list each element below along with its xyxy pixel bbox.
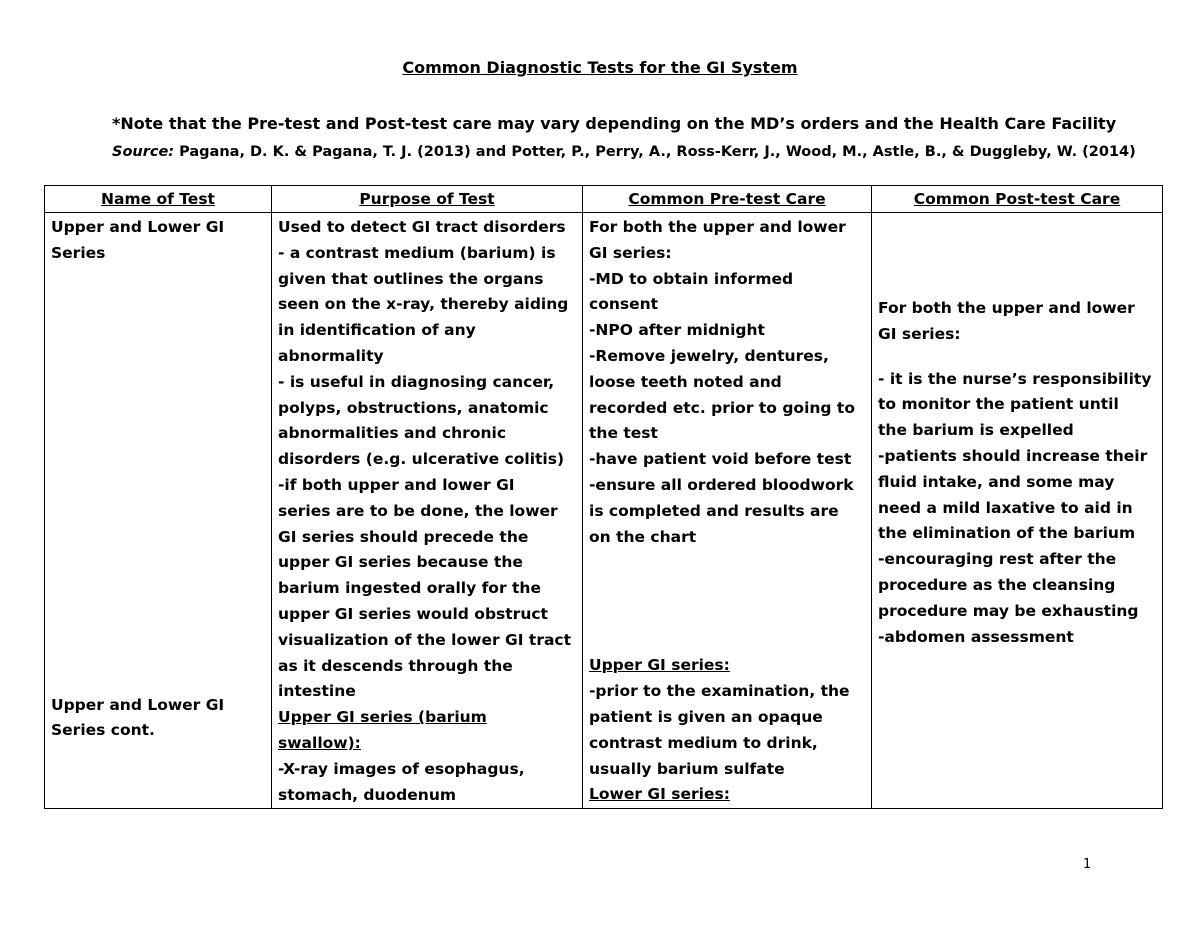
purpose-line: in identification of any [278,321,476,340]
posttest-line: -encouraging rest after the [878,550,1117,569]
posttest-line: fluid intake, and some may [878,472,1115,491]
upper-gi-pretest-line: -prior to the examination, the [589,682,850,701]
upper-gi-line: stomach, duodenum [278,785,457,804]
source-citation [112,144,1136,160]
posttest-line: procedure as the cleansing [878,575,1116,594]
purpose-line: Used to detect GI tract disorders [278,218,566,236]
posttest-line: the elimination of the barium [878,524,1136,543]
purpose-line: upper GI series because the [278,553,523,572]
source-text: Pagana, D. K. & Pagana, T. J. (2013) and Potter, P., Perry, A., Ross-Kerr, J., Wood, M., Astle, B., & Duggleby, W. (2014) [174,144,1136,160]
posttest-intro-line: GI series: [878,324,961,343]
pretest-line: on the chart [589,527,697,546]
upper-gi-heading-line: Upper GI series (barium [278,708,487,727]
pretest-line: GI series: [589,243,672,262]
page-number: 1 [1083,857,1092,872]
cell-name-of-test [45,213,272,809]
pretest-line: consent [589,295,659,314]
posttest-line: need a mild laxative to aid in [878,498,1133,517]
posttest-line: -patients should increase their [878,446,1148,465]
posttest-line: - it is the nurse’s responsibility [878,369,1152,388]
purpose-line: intestine [278,682,356,701]
purpose-line: - is useful in diagnosing cancer, [278,372,555,391]
purpose-line: polyps, obstructions, anatomic [278,398,549,417]
upper-gi-series-heading: Upper GI series: [589,656,730,675]
test-name-line: Upper and Lower GI [51,218,225,236]
pretest-line: -Remove jewelry, dentures, [589,346,829,365]
posttest-line: -abdomen assessment [878,627,1074,646]
diagnostic-tests-table [44,185,1163,809]
pretest-line: -have patient void before test [589,450,852,469]
care-variation-note: *Note that the Pre-test and Post-test care may vary depending on the MD’s orders and the Health Care Facility [112,114,1117,133]
header-name-of-test: Name of Test [45,186,272,213]
test-name-cont-line: Series cont. [51,721,155,740]
upper-gi-heading-line: swallow): [278,733,361,752]
pretest-line: recorded etc. prior to going to [589,398,855,417]
purpose-line: abnormality [278,346,384,365]
header-pre-test-care: Common Pre-test Care [583,186,872,213]
purpose-line: barium ingested orally for the [278,579,541,598]
table-header-row [45,186,1163,213]
posttest-intro-line: For both the upper and lower [878,299,1135,317]
purpose-line: upper GI series would obstruct [278,604,548,623]
purpose-line: - a contrast medium (barium) is [278,243,556,262]
purpose-line: -if both upper and lower GI [278,475,515,494]
test-name-cont-line: Upper and Lower GI [51,695,225,714]
cell-post-test-care [872,213,1163,809]
source-label: Source: [112,144,175,160]
pretest-line: loose teeth noted and [589,372,782,391]
test-name-line: Series [51,243,106,262]
upper-gi-line: -X-ray images of esophagus, [278,759,525,778]
purpose-line: visualization of the lower GI tract [278,630,572,649]
spacer [878,348,1156,367]
spacer [589,550,865,653]
pretest-line: -NPO after midnight [589,321,765,340]
document-title: Common Diagnostic Tests for the GI System [402,58,798,77]
purpose-line: seen on the x-ray, thereby aiding [278,295,569,314]
cell-purpose-of-test [272,213,583,809]
purpose-line: disorders (e.g. ulcerative colitis) [278,450,565,469]
header-purpose-of-test: Purpose of Test [272,186,583,213]
upper-gi-pretest-line: contrast medium to drink, [589,733,818,752]
purpose-line: series are to be done, the lower [278,501,558,520]
upper-gi-pretest-line: patient is given an opaque [589,707,823,726]
pretest-line: -MD to obtain informed [589,269,794,288]
posttest-line: to monitor the patient until [878,395,1119,414]
purpose-line: GI series should precede the [278,527,529,546]
lower-gi-series-heading: Lower GI series: [589,785,730,804]
purpose-line: abnormalities and chronic [278,424,507,443]
purpose-line: given that outlines the organs [278,269,544,288]
spacer [878,215,1156,296]
table-row-upper-lower-gi [45,213,1163,809]
cell-pre-test-care [583,213,872,809]
header-post-test-care: Common Post-test Care [872,186,1163,213]
spacer [51,267,265,693]
pretest-line: the test [589,424,658,443]
posttest-line: procedure may be exhausting [878,601,1139,620]
upper-gi-pretest-line: usually barium sulfate [589,759,785,778]
pretest-line: -ensure all ordered bloodwork [589,475,854,494]
pretest-line: For both the upper and lower [589,218,846,236]
posttest-line: the barium is expelled [878,421,1074,440]
pretest-line: is completed and results are [589,501,839,520]
purpose-line: as it descends through the [278,656,513,675]
